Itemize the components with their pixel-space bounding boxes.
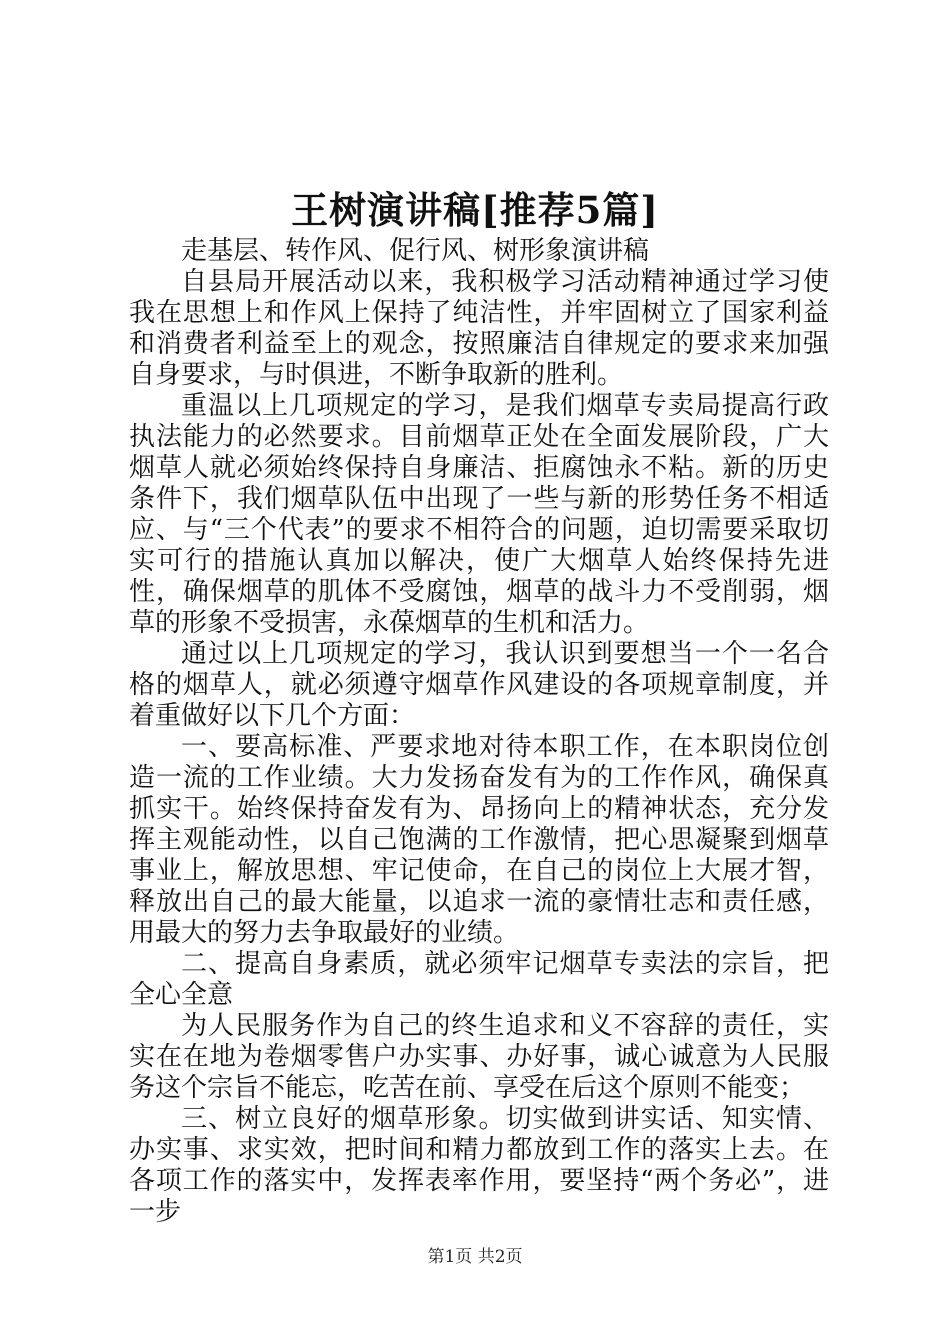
paragraph-subtitle: 走基层、转作风、促行风、树形象演讲稿 [181,236,650,266]
paragraph: 通过以上几项规定的学习，我认识到要想当一个一名合格的烟草人，就必须遵守烟草作风建设的各项规章制度，并着重做好以下几个方面： [129,639,829,731]
paragraph: 三、树立良好的烟草形象。切实做到讲实话、知实情、办实事、求实效，把时间和精力都放到工作的落实上去。在各项工作的落实中，发挥表率作用，要坚持“两个务必”，进一步 [129,1104,829,1227]
paragraph: 为人民服务作为自己的终生追求和义不容辞的责任，实实在在地为卷烟零售户办实事、办好事，诚心诚意为人民服务这个宗旨不能忘，吃苦在前、享受在后这个原则不能变； [129,1011,829,1103]
paragraph: 一、要高标准、严要求地对待本职工作，在本职岗位创造一流的工作业绩。大力发扬奋发有为的工作作风，确保真抓实干。始终保持奋发有为、昂扬向上的精神状态，充分发挥主观能动性，以自己饱满的工作激情，把心思凝聚到烟草事业上，解放思想、牢记使命，在自己的岗位上大展才智，释放出自己的最大能量，以追求一流的豪情壮志和责任感，用最大的努力去争取最好的业绩。 [129,732,829,948]
paragraph: 自县局开展活动以来，我积极学习活动精神通过学习使我在思想上和作风上保持了纯洁性，并牢固树立了国家利益和消费者利益至上的观念，按照廉洁自律规定的要求来加强自身要求，与时俱进，不断争取新的胜利。 [129,267,829,390]
document-title: 王树演讲稿[推荐5篇] [291,188,659,232]
paragraph: 二、提高自身素质，就必须牢记烟草专卖法的宗旨，把全心全意 [129,949,829,1010]
paragraph: 重温以上几项规定的学习，是我们烟草专卖局提高行政执法能力的必然要求。目前烟草正处在全面发展阶段，广大烟草人就必须始终保持自身廉洁、拒腐蚀永不粘。新的历史条件下，我们烟草队伍中出现了一些与新的形势任务不相适应、与“三个代表”的要求不相符合的问题，迫切需要采取切实可行的措施认真加以解决，使广大烟草人始终保持先进性，确保烟草的肌体不受腐蚀，烟草的战斗力不受削弱，烟草的形象不受损害，永葆烟草的生机和活力。 [129,391,829,638]
page-number-footer: 第1页 共2页 [427,1247,523,1267]
document-body [129,236,829,1228]
